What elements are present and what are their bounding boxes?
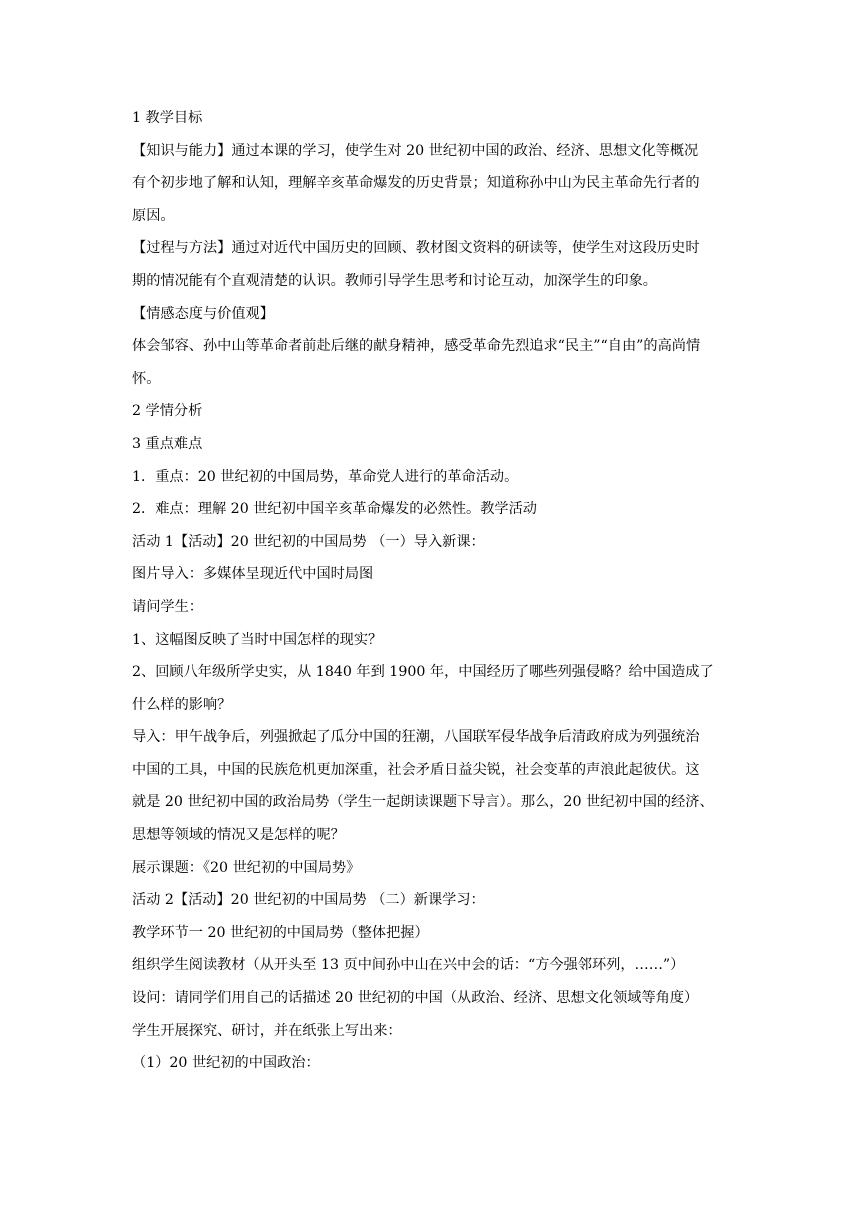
section-heading-analysis: 2 学情分析 <box>132 403 203 420</box>
paragraph-line: 学生开展探究、研讨，并在纸张上写出来： <box>132 1022 402 1039</box>
paragraph-line: 组织学生阅读教材（从开头至 13 页中间孙中山在兴中会的话：“方今强邻环列，……”） <box>132 957 685 974</box>
paragraph-line: 就是 20 世纪初中国的政治局势（学生一起朗读课题下导言）。那么，20 世纪初中国的经济、 <box>132 794 714 811</box>
paragraph-line: 图片导入：多媒体呈现近代中国时局图 <box>132 566 374 583</box>
paragraph-line: 导入：甲午战争后，列强掀起了瓜分中国的狂潮，八国联军侵华战争后清政府成为列强统治 <box>132 729 700 746</box>
activity-heading: 活动 2【活动】20 世纪初的中国局势 （二）新课学习： <box>132 892 485 909</box>
paragraph-line: 【过程与方法】通过对近代中国历史的回顾、教材图文资料的研读等，使学生对这段历史时 <box>132 240 700 257</box>
list-item: 1．重点：20 世纪初的中国局势，革命党人进行的革命活动。 <box>132 468 519 485</box>
document-page <box>132 108 736 1086</box>
subheading-attitude: 【情感态度与价值观】 <box>132 305 274 322</box>
activity-heading: 活动 1【活动】20 世纪初的中国局势 （一）导入新课： <box>132 533 485 550</box>
list-item: 2、回顾八年级所学史实，从 1840 年到 1900 年，中国经历了哪些列强侵略？给中国造成了 <box>132 664 714 681</box>
section-heading-goals: 1 教学目标 <box>132 110 203 126</box>
paragraph-line: 什么样的影响？ <box>132 696 232 713</box>
paragraph-line: 怀。 <box>132 370 161 387</box>
paragraph-line: 思想等领域的情况又是怎样的呢？ <box>132 827 345 844</box>
paragraph-line: 期的情况能有个直观清楚的认识。教师引导学生思考和讨论互动，加深学生的印象。 <box>132 272 657 289</box>
paragraph-line: 请问学生： <box>132 598 203 615</box>
paragraph-line: 中国的工具，中国的民族危机更加深重，社会矛盾日益尖锐，社会变革的声浪此起彼伏。这 <box>132 761 700 778</box>
list-item: （1）20 世纪初的中国政治： <box>132 1055 320 1072</box>
paragraph-line: 原因。 <box>132 207 175 224</box>
list-item: 1、这幅图反映了当时中国怎样的现实？ <box>132 631 383 648</box>
section-heading-key-points: 3 重点难点 <box>132 435 203 452</box>
paragraph-line: 展示课题：《20 世纪初的中国局势》 <box>132 859 361 876</box>
paragraph-line: 教学环节一 20 世纪初的中国局势（整体把握） <box>132 924 429 941</box>
paragraph-line: 有个初步地了解和认知，理解辛亥革命爆发的历史背景；知道称孙中山为民主革命先行者的 <box>132 175 700 192</box>
paragraph-line: 【知识与能力】通过本课的学习，使学生对 20 世纪初中国的政治、经济、思想文化等概况 <box>132 142 699 159</box>
paragraph-line: 体会邹容、孙中山等革命者前赴后继的献身精神，感受革命先烈追求“民主”“自由”的高尚情 <box>132 338 701 355</box>
paragraph-line: 设问：请同学们用自己的话描述 20 世纪初的中国（从政治、经济、思想文化领域等角度） <box>132 990 699 1007</box>
list-item: 2．难点：理解 20 世纪初中国辛亥革命爆发的必然性。教学活动 <box>132 501 537 518</box>
